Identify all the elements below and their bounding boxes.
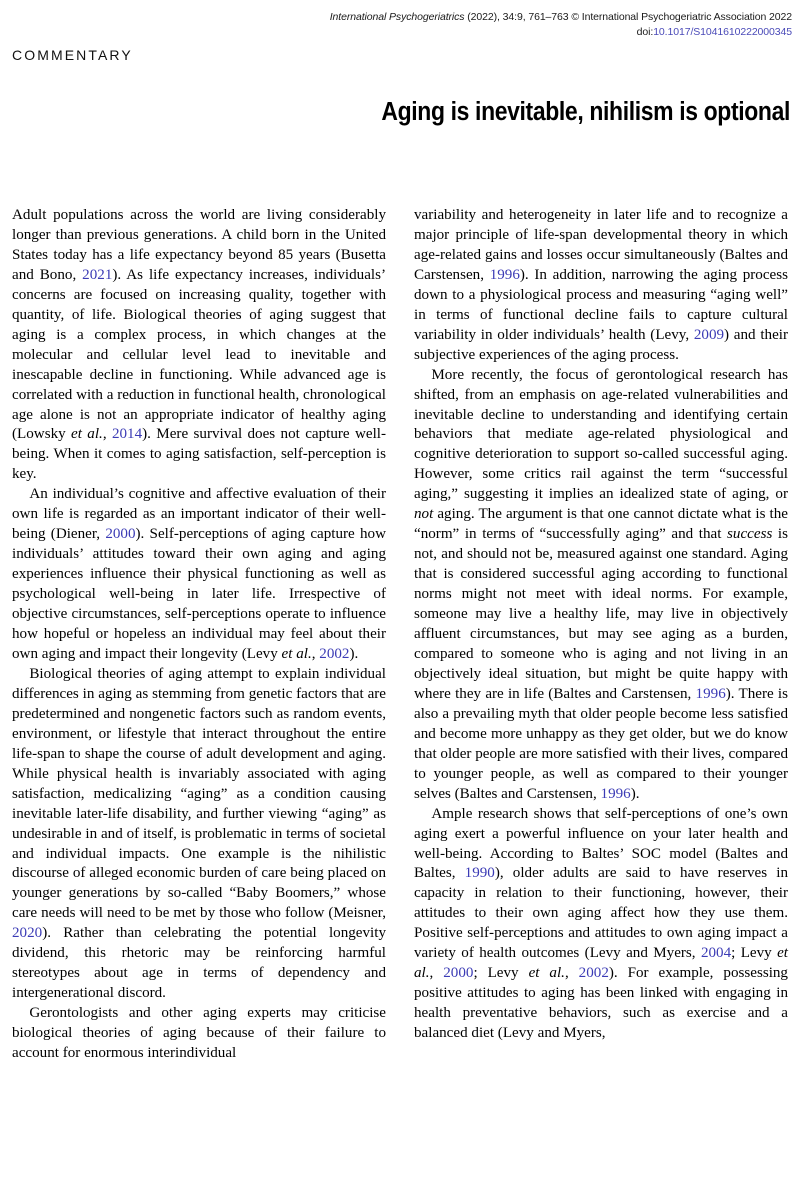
body-text: ). <box>630 785 640 802</box>
article-type-label: COMMENTARY <box>12 47 133 63</box>
body-paragraph <box>12 665 386 1004</box>
citation-link[interactable]: 2004 <box>700 945 732 962</box>
citation-link[interactable]: 2014 <box>111 426 143 443</box>
body-text: , <box>564 965 579 982</box>
body-text: , <box>429 965 444 982</box>
body-text: Ample research shows that self-perceptions of one’s own aging exert a powerful influence on your later health and well-being. According to Baltes’ SOC model (Baltes and Baltes, <box>414 805 788 882</box>
body-text: Gerontologists and other aging experts may criticise biological theories of aging because of their failure to account for enormous interindividual <box>12 1005 386 1062</box>
citation-link[interactable]: 1996 <box>600 785 631 802</box>
citation-link[interactable]: 1990 <box>464 865 495 882</box>
body-text: ). Self-perceptions of aging capture how individuals’ attitudes toward their own aging and aging experiences influence their physical functioning as well as psychological well-being in later life. Irrespective of objective circumstances, self-perceptions operate to influence how hopeful or hopeless an individual may feel about their own aging and impact their longevity (Levy <box>12 526 387 662</box>
body-text: is not, and should not be, measured against one standard. Aging that is considered successful aging according to functional norms might not meet with ideal norms. For example, someone may live a healthy life, may live in objectively affluent circumstances, but may see aging as a burden, compared to someone who is aging and not living in an objectively ideal situation, but might be quite happy with where they are in life (Baltes and Carstensen, <box>414 526 788 702</box>
body-text: ). As life expectancy increases, individuals’ concerns are focused on increasing quality, together with quantity, of life. Biological theories of aging suggest that aging is a complex process, in which changes at the molecular and cellular level lead to inevitable and inescapable decline in functioning. While advanced age is correlated with a reduction in functional health, chronological age alone is not an appropriate indicator of healthy aging (Lowsky <box>12 266 386 443</box>
body-paragraph <box>12 1004 386 1064</box>
body-text: , <box>311 645 320 662</box>
body-text: ). Rather than celebrating the potential longevity dividend, this rhetoric may be reinforcing harmful stereotypes about age in terms of dependency and intergenerational discord. <box>12 925 386 1002</box>
citation-link[interactable]: 1996 <box>489 266 520 283</box>
doi-label: doi: <box>636 26 654 38</box>
body-paragraph <box>12 485 386 665</box>
body-text: aging. The argument is that one cannot dictate what is the “norm” in terms of “successfully aging” and that <box>414 506 788 543</box>
emphasis-text: et al. <box>281 645 312 662</box>
body-text: ). <box>349 645 359 662</box>
emphasis-text: et al. <box>414 945 788 982</box>
emphasis-text: not <box>414 506 434 523</box>
body-text: ), older adults are said to have reserves in capacity in relation to their functioning, however, their attitudes to their own aging affect how they use them. Positive self-perceptions and attitudes to own aging impact a variety of health outcomes (Levy and Myers, <box>414 865 788 962</box>
body-text: , <box>102 426 112 443</box>
body-text: More recently, the focus of gerontological research has shifted, from an emphasis on age-related vulnerabilities and inevitable decline to understanding and identifying certain behaviors that mediate age-related physiological and cognitive deterioration to support so-called successful aging. However, some critics rail against the term “successful aging,” suggesting it implies an idealized state of aging, or <box>414 366 788 503</box>
body-text: ). There is also a prevailing myth that older people become less satisfied and become more unhappy as they get older, but we do know that older people are more satisfied with their lives, compared to younger people, as well as compared to their younger selves (Baltes and Carstensen, <box>414 685 788 802</box>
doi-link[interactable]: 10.1017/S1041610222000345 <box>653 26 792 38</box>
body-text: Adult populations across the world are living considerably longer than previous generations. A child born in the United States today has a life expectancy beyond 85 years (Busetta and Bono, <box>12 207 386 283</box>
citation-link[interactable]: 2000 <box>443 965 474 982</box>
body-paragraph <box>414 206 788 366</box>
body-text: ). For example, possessing positive attitudes to aging has been linked with engaging in health preventative behaviors, such as exercise and a balanced diet (Levy and Myers, <box>414 965 788 1042</box>
journal-name: International Psychogeriatrics <box>329 11 465 23</box>
citation-link[interactable]: 2002 <box>319 645 350 662</box>
body-text: ). Mere survival does not capture well-being. When it comes to aging satisfaction, self-perception is key. <box>12 426 386 483</box>
left-column <box>12 206 386 1064</box>
journal-masthead <box>0 10 792 25</box>
doi-line <box>0 25 792 39</box>
body-text: ). In addition, narrowing the aging process down to a physiological process and measuring “aging well” in terms of functional decline fails to capture cultural variability in older individuals’ health (Levy, <box>414 266 788 343</box>
citation-link[interactable]: 2009 <box>693 326 725 343</box>
citation-link[interactable]: 1996 <box>695 685 726 702</box>
body-text: variability and heterogeneity in later life and to recognize a major principle of life-span developmental theory in which age-related gains and losses occur simultaneously (Baltes and Carstensen, <box>414 207 788 283</box>
journal-issue-info: (2022), 34:9, 761–763 © International Psychogeriatric Association 2022 <box>464 11 792 23</box>
emphasis-text: et al. <box>528 965 565 982</box>
citation-link[interactable]: 2002 <box>578 965 609 982</box>
right-column <box>414 206 788 1064</box>
emphasis-text: success <box>727 526 773 543</box>
body-text: ) and their subjective experiences of the aging process. <box>414 326 788 363</box>
body-text: Biological theories of aging attempt to explain individual differences in aging as stemming from genetic factors that are predetermined and nongenetic factors such as random events, environment, or lifestyle that interact throughout the entire life-span to shape the course of adult development and aging. While physical health is invariably associated with aging satisfaction, medicalizing “aging” as a condition causing inevitable later-life disability, and further viewing “aging” as undesirable in and of itself, is problematic in terms of societal and individual impacts. One example is the nihilistic discourse of alleged economic burden of care being placed on younger generations by so-called “Baby Boomers,” whose care needs will need to be met by those who follow (Meisner, <box>12 665 386 922</box>
emphasis-text: et al. <box>71 426 103 443</box>
body-paragraph <box>414 805 788 1044</box>
citation-link[interactable]: 2020 <box>12 925 43 942</box>
body-text: An individual’s cognitive and affective evaluation of their own life is regarded as an important indicator of their well-being (Diener, <box>12 486 386 543</box>
body-text: ; Levy <box>731 945 778 962</box>
body-text: ; Levy <box>473 965 529 982</box>
page-title: Aging is inevitable, nihilism is optional <box>381 98 790 127</box>
body-columns <box>12 206 788 1064</box>
body-paragraph <box>12 206 386 485</box>
citation-link[interactable]: 2021 <box>82 266 113 283</box>
body-paragraph <box>414 366 788 805</box>
citation-link[interactable]: 2000 <box>105 526 136 543</box>
